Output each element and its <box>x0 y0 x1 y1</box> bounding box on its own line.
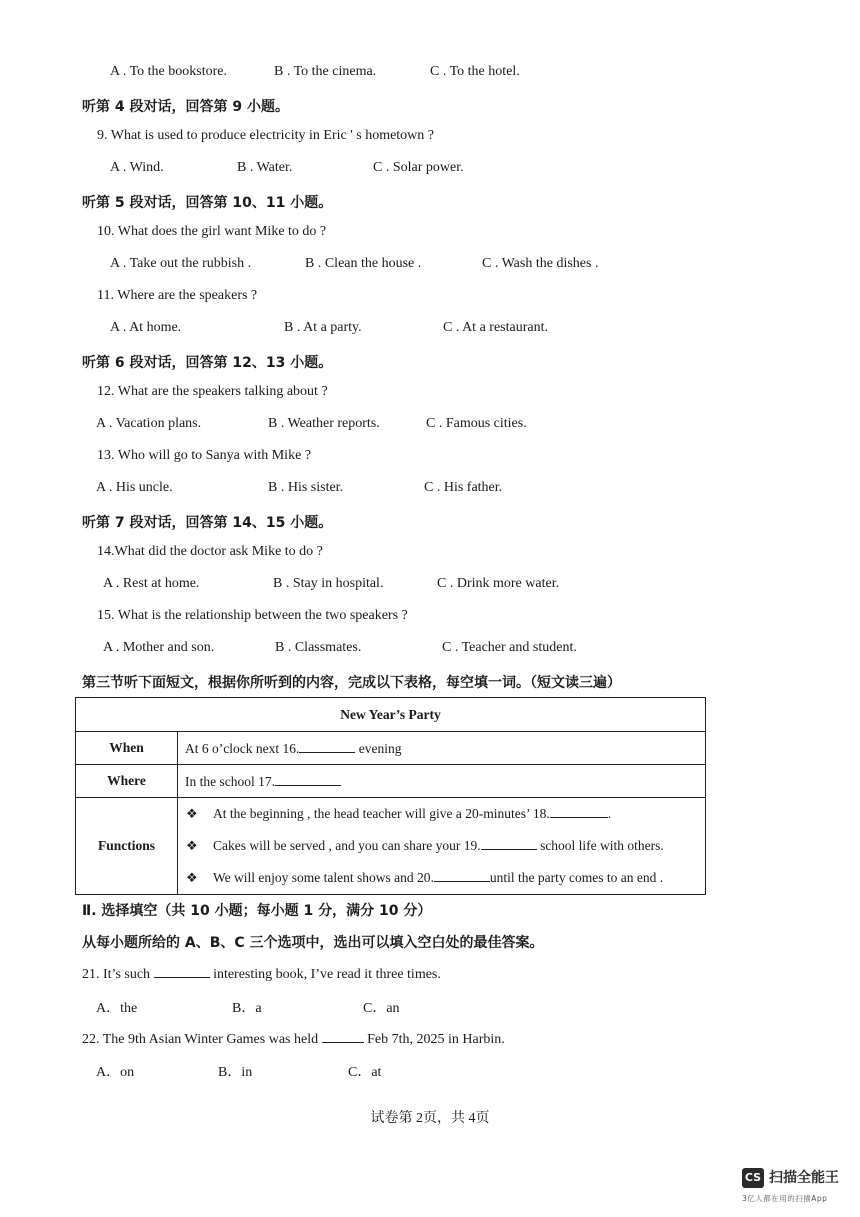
scanner-watermark <box>742 1167 842 1207</box>
when-cell <box>178 732 706 765</box>
q10-text: 10. What does the girl want Mike to do ? <box>97 224 327 239</box>
diamond-bullet-icon: ❖ <box>186 806 198 821</box>
q9-option-b: B . Water. <box>237 160 293 175</box>
q13-text: 13. Who will go to Sanya with Mike ? <box>97 448 311 463</box>
q21-after: interesting book, I’ve read it three times. <box>209 967 441 982</box>
q22-before: 22. The 9th Asian Winter Games was held <box>82 1032 322 1047</box>
q8-option-a: A . To the bookstore. <box>110 64 227 79</box>
q15-text: 15. What is the relationship between the two speakers ? <box>97 608 408 623</box>
q8-option-b: B . To the cinema. <box>274 64 377 79</box>
page-footer: 试卷第 2页，共 4页 <box>370 1111 490 1126</box>
q14-text: 14.What did the doctor ask Mike to do ? <box>97 544 323 559</box>
function-2-before: Cakes will be served , and you can share your 19. <box>213 838 481 853</box>
section-4-heading: 听第 4 段对话，回答第 9 小题。 <box>82 99 289 115</box>
section-5-heading: 听第 5 段对话，回答第 10、11 小题。 <box>82 195 333 211</box>
q12-option-c: C . Famous cities. <box>426 416 527 431</box>
q10-option-a: A . Take out the rubbish . <box>110 256 252 271</box>
function-item-1 <box>178 798 705 830</box>
section-7-heading: 听第 7 段对话，回答第 14、15 小题。 <box>82 515 333 531</box>
q21-option-b: B．a <box>232 1001 262 1016</box>
blank-17[interactable] <box>275 772 341 786</box>
watermark-tagline: 3亿人都在用的扫描App <box>742 1194 828 1203</box>
q15-option-c: C . Teacher and student. <box>442 640 577 655</box>
q9-option-a: A . Wind. <box>110 160 164 175</box>
section-6-heading: 听第 6 段对话，回答第 12、13 小题。 <box>82 355 333 371</box>
part-2-instruction: 从每小题所给的 A、B、C 三个选项中，选出可以填入空白处的最佳答案。 <box>82 935 544 951</box>
q22-option-c: C．at <box>348 1065 382 1080</box>
q21-option-c: C．an <box>363 1001 400 1016</box>
when-text-after: evening <box>355 741 402 756</box>
q9-text: 9. What is used to produce electricity in Eric ' s hometown ? <box>97 128 435 143</box>
q22-after: Feb 7th, 2025 in Harbin. <box>363 1032 505 1047</box>
table-title: New Year’s Party <box>76 698 706 732</box>
functions-cell <box>178 798 706 895</box>
q11-text: 11. Where are the speakers ? <box>97 288 258 303</box>
blank-16[interactable] <box>299 739 355 753</box>
blank-19[interactable] <box>481 836 537 850</box>
watermark-name: 扫描全能王 <box>769 1170 839 1186</box>
q12-option-b: B . Weather reports. <box>268 416 380 431</box>
diamond-bullet-icon: ❖ <box>186 838 198 853</box>
q11-option-c: C . At a restaurant. <box>443 320 548 335</box>
q15-option-b: B . Classmates. <box>275 640 362 655</box>
q14-option-a: A . Rest at home. <box>103 576 200 591</box>
q13-option-b: B . His sister. <box>268 480 344 495</box>
q13-option-c: C . His father. <box>424 480 503 495</box>
new-years-party-table <box>75 697 706 895</box>
function-item-2 <box>178 830 705 862</box>
q15-option-a: A . Mother and son. <box>103 640 215 655</box>
where-label: Where <box>76 765 178 798</box>
blank-20[interactable] <box>434 868 490 882</box>
diamond-bullet-icon: ❖ <box>186 870 198 885</box>
q22-option-b: B．in <box>218 1065 253 1080</box>
q12-option-a: A . Vacation plans. <box>96 416 202 431</box>
q21-option-a: A．the <box>96 1001 138 1016</box>
blank-18[interactable] <box>550 804 608 818</box>
function-3-before: We will enjoy some talent shows and 20. <box>213 870 434 885</box>
function-1-after: . <box>607 806 612 821</box>
q11-option-b: B . At a party. <box>284 320 362 335</box>
when-text-before: At 6 o’clock next 16. <box>185 741 300 756</box>
q10-option-c: C . Wash the dishes . <box>482 256 599 271</box>
q11-option-a: A . At home. <box>110 320 182 335</box>
q14-option-c: C . Drink more water. <box>437 576 560 591</box>
where-text-before: In the school 17. <box>185 774 275 789</box>
q22-option-a: A．on <box>96 1065 135 1080</box>
q21-before: 21. It’s such <box>82 967 154 982</box>
q21-blank[interactable] <box>154 964 210 978</box>
q10-option-b: B . Clean the house . <box>305 256 422 271</box>
part-3-heading: 第三节听下面短文，根据你所听到的内容，完成以下表格，每空填一词。（短文读三遍） <box>82 675 621 691</box>
function-1-before: At the beginning , the head teacher will give a 20-minutes’ 18. <box>213 806 550 821</box>
q13-option-a: A . His uncle. <box>96 480 173 495</box>
part-2-heading: Ⅱ. 选择填空（共 10 小题；每小题 1 分，满分 10 分） <box>82 903 432 919</box>
q22-text <box>82 1029 505 1048</box>
q9-option-c: C . Solar power. <box>373 160 464 175</box>
functions-label: Functions <box>76 798 178 895</box>
q21-text <box>82 964 441 983</box>
q8-option-c: C . To the hotel. <box>430 64 520 79</box>
q14-option-b: B . Stay in hospital. <box>273 576 384 591</box>
function-3-after: until the party comes to an end . <box>489 870 664 885</box>
function-item-3 <box>178 862 705 894</box>
when-label: When <box>76 732 178 765</box>
q12-text: 12. What are the speakers talking about ? <box>97 384 328 399</box>
cs-logo-icon: CS <box>742 1168 764 1188</box>
function-2-after: school life with others. <box>536 838 664 853</box>
q22-blank[interactable] <box>322 1029 364 1043</box>
where-cell <box>178 765 706 798</box>
